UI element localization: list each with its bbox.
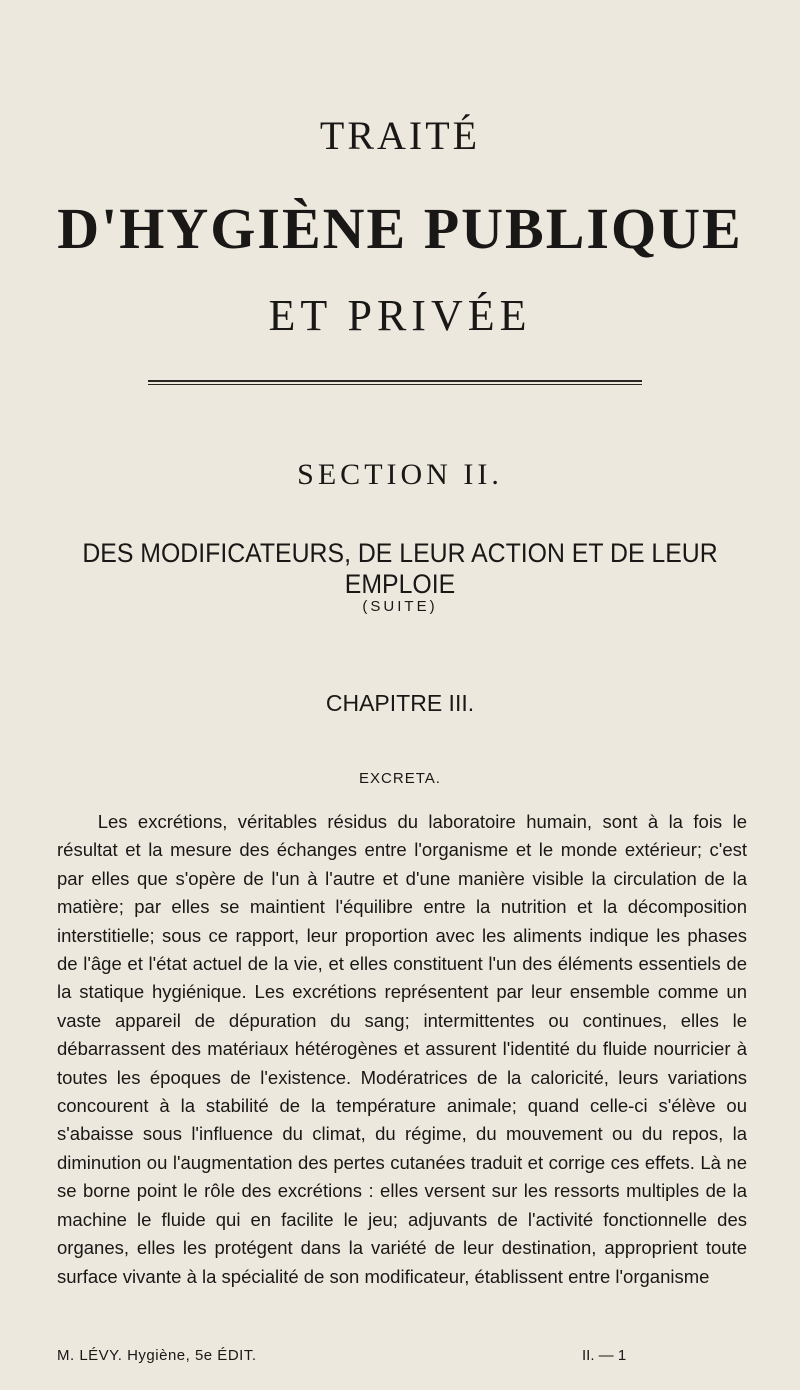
chapter-title: EXCRETA. [359, 770, 441, 787]
title-line-1: TRAITÉ [319, 113, 481, 158]
section-subtitle: DES MODIFICATEURS, DE LEUR ACTION ET DE LEUR EMPLOIE [82, 538, 718, 599]
title-line-2: D'HYGIÈNE PUBLIQUE [57, 196, 743, 261]
footer-signature: M. LÉVY. Hygiène, 5e ÉDIT. [57, 1347, 257, 1364]
section-suite: (SUITE) [362, 598, 438, 615]
title-divider [148, 380, 642, 385]
title-line-3: ET PRIVÉE [268, 291, 532, 340]
section-label: SECTION II. [297, 458, 503, 491]
body-paragraph: Les excrétions, véritables résidus du laboratoire humain, sont à la fois le résultat et la mesure des échanges entre l'organisme et le monde extérieur; c'est par elles que s'opère de l'un à l'autre et d'une manière visible la circulation de la matière; par elles se maintient l'équilibre entre la nutrition et la décomposition interstitielle; sous ce rapport, leur proportion avec les aliments indique les phases de l'âge et l'état actuel de la vie, et elles constituent l'un des éléments essentiels de la statique hygiénique. Les excrétions représentent par leur ensemble comme un vaste appareil de dépuration du sang; intermittentes ou continues, elles le débarrassent des matériaux hétérogènes et assurent l'identité du fluide nourricier à toutes les époques de l'existence. Modératrices de la caloricité, leurs variations concourent à la stabilité de la température animale; quand celle-ci s'élève ou s'abaisse sous l'influence du climat, du régime, du mouvement ou du repos, la diminution ou l'augmentation des pertes cutanées traduit et corrige ces effets. Là ne se borne point le rôle des excrétions : elles versent sur les ressorts multiples de la machine le fluide qui en facilite le jeu; adjuvants de l'activité fonctionnelle des organes, elles les protégent dans la variété de leur destination, approprient toute surface vivante à la spécialité de son modificateur, établissent entre l'organisme [57, 811, 747, 1287]
footer-page-ref: II. — 1 [582, 1347, 627, 1364]
chapter-label: CHAPITRE III. [325, 690, 475, 716]
